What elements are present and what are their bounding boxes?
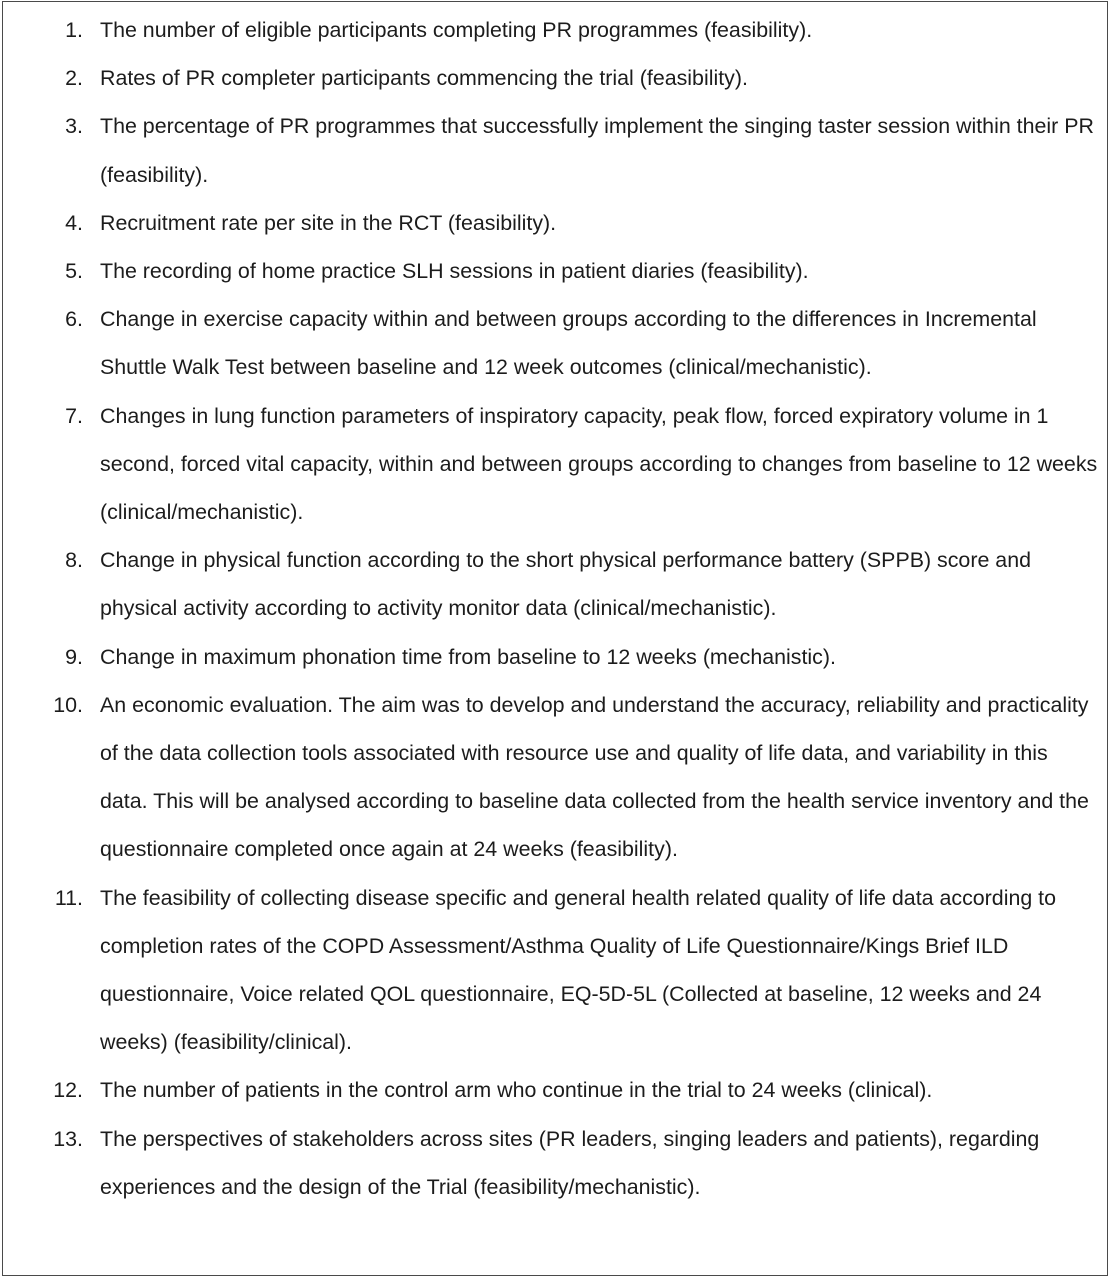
outcome-text: The number of patients in the control arm who continue in the trial to 24 weeks (clinical).	[100, 1078, 933, 1103]
outcome-item-12	[3, 1066, 1109, 1114]
outcome-item-7	[3, 392, 1109, 537]
outcome-text: The perspectives of stakeholders across sites (PR leaders, singing leaders and patients), regarding experiences and the design of the Trial (feasibility/mechanistic).	[100, 1126, 1040, 1199]
outcome-item-9	[3, 633, 1109, 681]
outcome-text: Change in physical function according to the short physical performance battery (SPPB) score and physical activity according to activity monitor data (clinical/mechanistic).	[100, 548, 1031, 621]
outcome-number: 4.	[65, 210, 83, 235]
outcome-number: 13.	[53, 1126, 83, 1151]
outcome-item-3	[3, 102, 1109, 198]
outcome-item-4	[3, 199, 1109, 247]
outcome-text: The number of eligible participants completing PR programmes (feasibility).	[100, 18, 813, 42]
outcome-text: Changes in lung function parameters of inspiratory capacity, peak flow, forced expiratory volume in 1 second, forced vital capacity, within and between groups according to changes from baseline to 12 weeks (clinical/mechanistic).	[100, 403, 1098, 525]
outcome-item-8	[3, 536, 1109, 632]
outcome-number: 5.	[65, 259, 83, 284]
outcome-number: 8.	[65, 548, 83, 573]
outcome-number: 6.	[65, 307, 83, 332]
outcome-number: 1.	[65, 18, 83, 42]
outcome-text: The feasibility of collecting disease specific and general health related quality of life data according to completion rates of the COPD Assessment/Asthma Quality of Life Questionnaire/Kings Brief ILD questionnaire, Voice related QOL questionnaire, EQ-5D-5L (Collected at baseline, 12 weeks and 24 weeks) (feasibility/clinical).	[100, 885, 1057, 1055]
outcomes-list	[3, 6, 1109, 1211]
outcome-text: Change in maximum phonation time from baseline to 12 weeks (mechanistic).	[100, 644, 836, 669]
outcome-item-1	[3, 6, 1109, 54]
outcome-item-2	[3, 54, 1109, 102]
outcome-item-10	[3, 681, 1109, 874]
outcome-text: Rates of PR completer participants commencing the trial (feasibility).	[100, 66, 748, 91]
outcome-number: 2.	[65, 66, 83, 91]
outcome-text: Change in exercise capacity within and between groups according to the differences in Incremental Shuttle Walk Test between baseline and 12 week outcomes (clinical/mechanistic).	[100, 307, 1037, 380]
outcome-item-6	[3, 295, 1109, 391]
outcome-item-5	[3, 247, 1109, 295]
outcome-text: Recruitment rate per site in the RCT (feasibility).	[100, 210, 557, 235]
outcome-text: An economic evaluation. The aim was to develop and understand the accuracy, reliability and practicality of the data collection tools associated with resource use and quality of life data, and variability in this data. This will be analysed according to baseline data collected from the health service inventory and the questionnaire completed once again at 24 weeks (feasibility).	[100, 692, 1089, 862]
outcome-item-11	[3, 874, 1109, 1067]
outcome-number: 3.	[65, 114, 83, 139]
outcome-text: The percentage of PR programmes that successfully implement the singing taster session within their PR (feasibility).	[100, 114, 1094, 187]
outcome-number: 9.	[65, 644, 83, 669]
outcome-number: 7.	[65, 403, 83, 428]
outcome-item-13	[3, 1115, 1109, 1211]
outcome-number: 10.	[53, 692, 83, 717]
outcome-number: 11.	[54, 885, 83, 910]
outcome-text: The recording of home practice SLH sessions in patient diaries (feasibility).	[100, 259, 809, 284]
outcomes-box	[2, 1, 1108, 1276]
outcome-number: 12.	[53, 1078, 83, 1103]
